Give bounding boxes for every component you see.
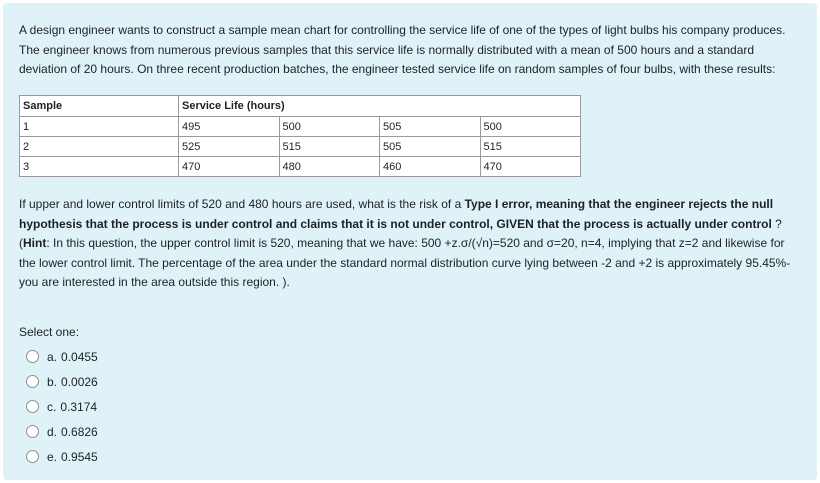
table-cell: 505 bbox=[380, 117, 481, 137]
question-intro bbox=[19, 21, 799, 80]
table-cell: 470 bbox=[480, 157, 581, 177]
option-letter: a. bbox=[47, 349, 58, 364]
answer-option-e[interactable] bbox=[26, 444, 98, 469]
option-letter: b. bbox=[47, 374, 58, 389]
question-main: If upper and lower control limits of 520 and 480 hours are used, what is the risk of a Type I error, meaning that the engineer rejects the null hypothesis that the process is under control and claims that it is not under control, GIVEN that the process is actually under control ? (Hint: In this question, the upper control limit is 520, meaning that we have: 500 +z.σ/(√n)=520 and σ=20, n=4, implying that z=2 and likewise for the lower control limit. The percentage of the area under the standard normal distribution curve lying between -2 and +2 is approximately 95.45%-you are interested in the area outside this region. ). bbox=[19, 197, 791, 289]
table-cell: 2 bbox=[20, 137, 179, 157]
table-cell: 515 bbox=[480, 137, 581, 157]
table-cell: 470 bbox=[179, 157, 280, 177]
table-header-row bbox=[20, 96, 581, 117]
option-value: 0.0455 bbox=[61, 349, 98, 364]
select-one-label: Select one: bbox=[19, 325, 80, 339]
question-part1-end: ? bbox=[771, 216, 782, 231]
option-letter: c. bbox=[47, 399, 57, 414]
table-cell: 500 bbox=[480, 117, 581, 137]
radio-button[interactable] bbox=[26, 425, 39, 438]
table-cell: 525 bbox=[179, 137, 280, 157]
option-value: 0.6826 bbox=[61, 424, 98, 439]
table-cell: 3 bbox=[20, 157, 179, 177]
table-row bbox=[20, 117, 581, 137]
table-row bbox=[20, 157, 581, 177]
option-letter: d. bbox=[47, 424, 58, 439]
option-value: 0.3174 bbox=[60, 399, 98, 414]
answer-options bbox=[26, 344, 98, 469]
hint-text: : In this question, the upper control limit is 520, meaning that we have: 500 +z.σ/(√n)=520 and σ=20, n=4, implying that z=2 and likewise for the lower control limit. The percentage of the area under the standard normal distribution curve lying between -2 and +2 is approximately 95.45%-you are interested in the area outside this region. ). bbox=[19, 236, 791, 289]
table-cell: 500 bbox=[279, 117, 380, 137]
question-part1-bold: Type I error, meaning that the engineer rejects the null hypothesis that the process is under control and claims that it is not under control, GIVEN that the process is actually under control bbox=[19, 197, 774, 231]
question-intro-text: A design engineer wants to construct a sample mean chart for controlling the service life of one of the types of light bulbs his company produces. The engineer knows from numerous previous samples that this service life is normally distributed with a mean of 500 hours and a standard deviation of 20 hours. On three recent production batches, the engineer tested service life on random samples of four bulbs, with these results: bbox=[19, 23, 786, 76]
table-cell: 480 bbox=[279, 157, 380, 177]
radio-button[interactable] bbox=[26, 400, 39, 413]
header-sample: Sample bbox=[20, 96, 179, 117]
radio-button[interactable] bbox=[26, 375, 39, 388]
option-letter: e. bbox=[47, 449, 58, 464]
answer-option-a[interactable] bbox=[26, 344, 98, 369]
option-value: 0.0026 bbox=[61, 374, 98, 389]
question-card bbox=[3, 3, 817, 480]
table-cell: 515 bbox=[279, 137, 380, 157]
header-service-life: Service Life (hours) bbox=[179, 96, 581, 117]
radio-button[interactable] bbox=[26, 450, 39, 463]
answer-option-c[interactable] bbox=[26, 394, 98, 419]
answer-option-b[interactable] bbox=[26, 369, 98, 394]
table-row bbox=[20, 137, 581, 157]
table-cell: 1 bbox=[20, 117, 179, 137]
table-cell: 495 bbox=[179, 117, 280, 137]
service-life-table bbox=[19, 95, 581, 177]
hint-label: Hint bbox=[23, 236, 47, 250]
answer-option-d[interactable] bbox=[26, 419, 98, 444]
table-cell: 460 bbox=[380, 157, 481, 177]
question-part1: If upper and lower control limits of 520 and 480 hours are used, what is the risk of a bbox=[19, 197, 465, 211]
option-value: 0.9545 bbox=[61, 449, 98, 464]
table-cell: 505 bbox=[380, 137, 481, 157]
radio-button[interactable] bbox=[26, 350, 39, 363]
